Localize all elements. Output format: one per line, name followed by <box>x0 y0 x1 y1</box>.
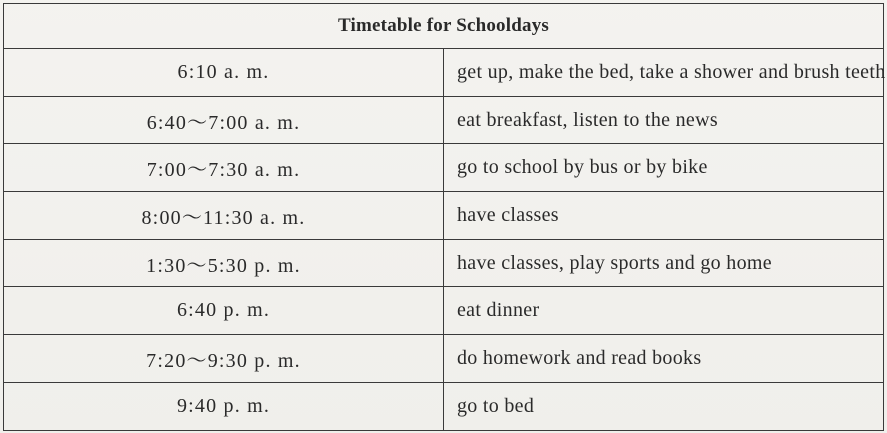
time-cell: 7:00～7:30 a. m. <box>4 144 444 192</box>
activity-cell: get up, make the bed, take a shower and brush teeth <box>444 49 884 97</box>
time-cell: 6:10 a. m. <box>4 49 444 97</box>
activity-cell: do homework and read books <box>444 335 884 383</box>
activity-cell: eat breakfast, listen to the news <box>444 96 884 144</box>
table-row <box>4 382 884 430</box>
table-row <box>4 96 884 144</box>
activity-cell: go to bed <box>444 382 884 430</box>
activity-cell: eat dinner <box>444 287 884 335</box>
table-row <box>4 287 884 335</box>
time-cell: 6:40～7:00 a. m. <box>4 96 444 144</box>
activity-cell: go to school by bus or by bike <box>444 144 884 192</box>
table-row <box>4 49 884 97</box>
time-cell: 8:00～11:30 a. m. <box>4 192 444 240</box>
table-row <box>4 239 884 287</box>
time-cell: 1:30～5:30 p. m. <box>4 239 444 287</box>
table-row <box>4 144 884 192</box>
activity-cell: have classes <box>444 192 884 240</box>
time-cell: 7:20～9:30 p. m. <box>4 335 444 383</box>
title-row <box>4 4 884 49</box>
time-cell: 9:40 p. m. <box>4 382 444 430</box>
table-row <box>4 192 884 240</box>
time-cell: 6:40 p. m. <box>4 287 444 335</box>
table-title: Timetable for Schooldays <box>4 4 884 49</box>
activity-cell: have classes, play sports and go home <box>444 239 884 287</box>
table-row <box>4 335 884 383</box>
timetable <box>3 3 884 431</box>
